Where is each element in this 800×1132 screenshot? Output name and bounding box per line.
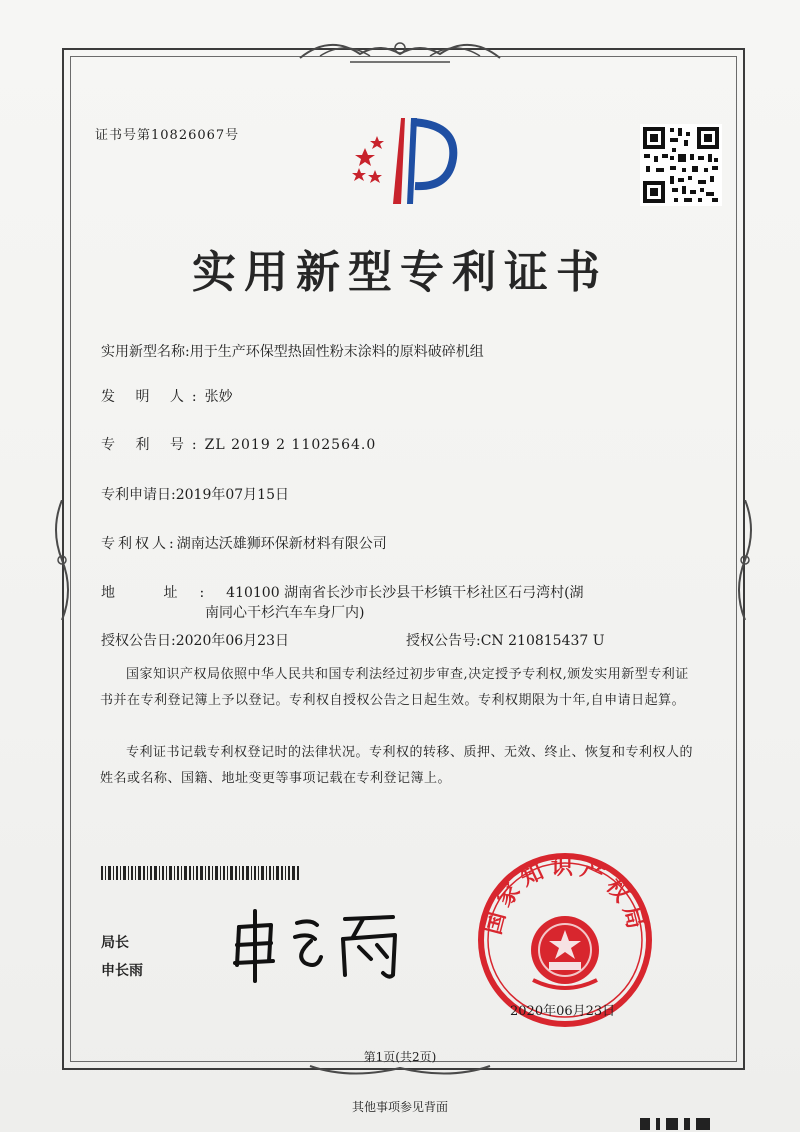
certificate-title: 实用新型专利证书 — [192, 247, 608, 298]
field-model-name — [101, 341, 484, 361]
field-value: 2020年06月23日 — [175, 633, 289, 649]
corner-mark-icon — [640, 1116, 720, 1132]
field-label: 发 明 人: — [101, 389, 205, 405]
cnipa-logo-icon — [345, 108, 465, 208]
field-label: 授权公告日: — [101, 633, 176, 649]
field-inventor — [101, 386, 233, 406]
field-grant-date — [101, 630, 289, 650]
director-signature — [225, 905, 415, 985]
field-label: 授权公告号: — [406, 633, 481, 649]
field-address — [101, 582, 584, 602]
svg-text:国家知识产权局: 国家知识产权局 — [480, 854, 650, 938]
ornament-top — [290, 34, 510, 66]
field-address-line2: 南同心干杉汽车车身厂内) — [205, 605, 365, 621]
field-value: 用于生产环保型热固性粉末涂料的原料破碎机组 — [189, 344, 484, 360]
field-patentee — [101, 533, 387, 553]
seal-date: 2020年06月23日 — [510, 1004, 616, 1019]
field-label: 专利权人: — [101, 536, 177, 552]
certificate-number: 证书号第10826067号 — [95, 128, 240, 143]
field-value: CN 210815437 U — [480, 633, 605, 649]
footnote: 其他事项参见背面 — [351, 1100, 448, 1114]
field-value: 2019年07月15日 — [175, 487, 289, 503]
ornament-right — [733, 500, 757, 620]
field-label: 专 利 号: — [101, 437, 205, 453]
field-value: 湖南达沃雄狮环保新材料有限公司 — [176, 536, 387, 552]
director-name: 申长雨 — [101, 963, 143, 979]
ornament-left — [50, 500, 74, 620]
field-filing-date — [101, 484, 289, 504]
field-grant-number — [406, 630, 605, 650]
field-label: 地 址: — [101, 585, 227, 601]
statement-paragraph-2: 专利证书记载专利权登记时的法律状况。专利权的转移、质押、无效、终止、恢复和专利权人的姓名或名称、国籍、地址变更等事项记载在专利登记簿上。 — [100, 745, 694, 786]
field-value: ZL 2019 2 1102564.0 — [204, 437, 377, 453]
qr-code-icon — [640, 124, 722, 206]
field-value: 张妙 — [204, 389, 233, 405]
director-title: 局长 — [101, 935, 129, 951]
field-value: 410100 湖南省长沙市长沙县干杉镇干杉社区石弓湾村(湖 — [226, 585, 584, 601]
field-label: 实用新型名称: — [101, 344, 190, 360]
field-patent-number — [101, 434, 376, 454]
barcode-icon — [101, 866, 301, 880]
field-label: 专利申请日: — [101, 487, 176, 503]
statement-paragraph-1: 国家知识产权局依照中华人民共和国专利法经过初步审查,决定授予专利权,颁发实用新型专利证书并在专利登记簿上予以登记。专利权自授权公告之日起生效。专利权期限为十年,自申请日起算。 — [100, 667, 689, 708]
page-number: 第1页(共2页) — [363, 1050, 437, 1064]
